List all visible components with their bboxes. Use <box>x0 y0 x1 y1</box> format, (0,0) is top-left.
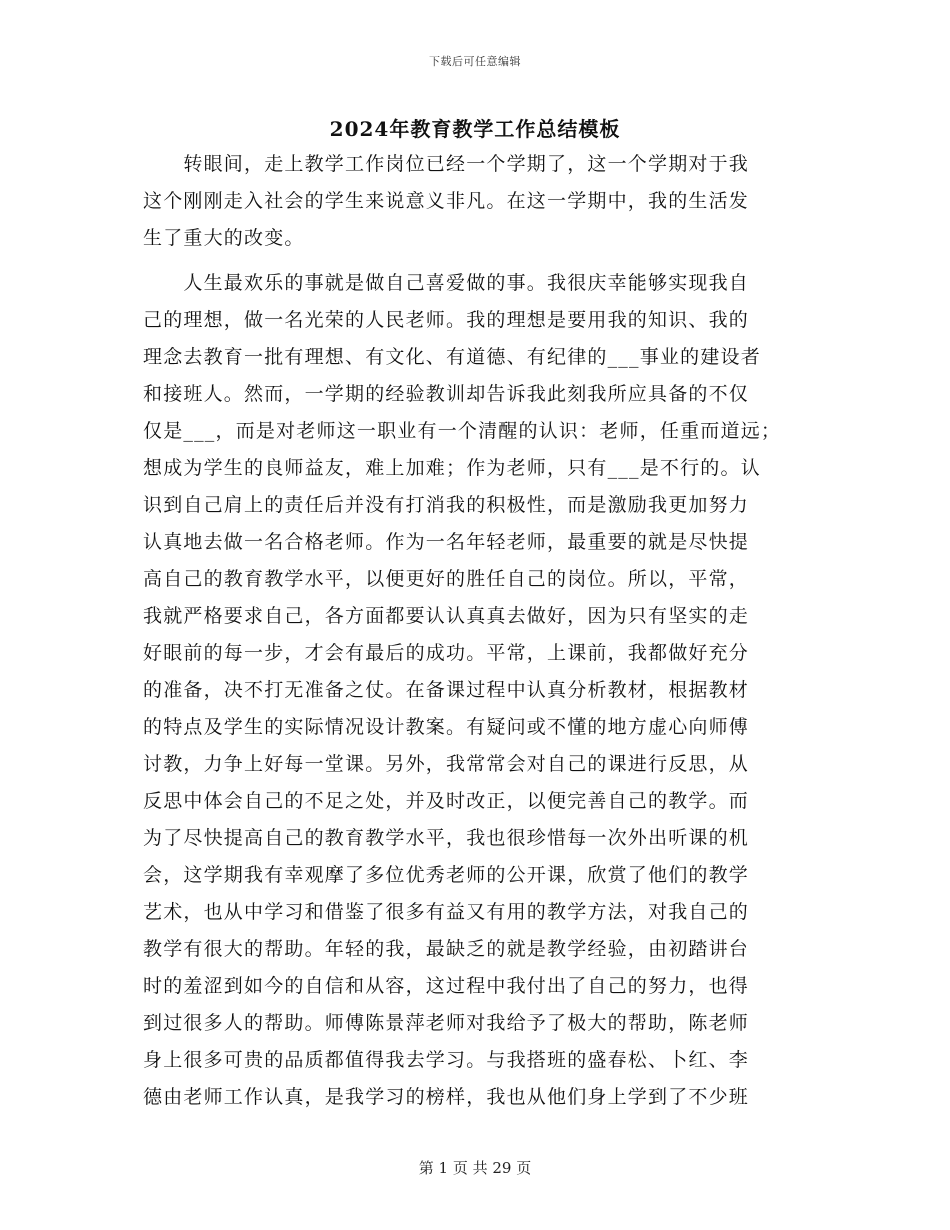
paragraph <box>143 146 825 257</box>
text-line: 想成为学生的良师益友，难上加难；作为老师，只有___是不行的。认 <box>143 457 761 479</box>
document-body <box>143 146 825 1116</box>
text-line: 会，这学期我有幸观摩了多位优秀老师的公开课，欣赏了他们的教学 <box>143 864 750 886</box>
text-line: 反思中体会自己的不足之处，并及时改正，以便完善自己的教学。而 <box>143 790 750 812</box>
text-line: 身上很多可贵的品质都值得我去学习。与我搭班的盛春松、卜红、李 <box>143 1049 750 1071</box>
text-line: 己的理想，做一名光荣的人民老师。我的理想是要用我的知识、我的 <box>143 309 750 331</box>
text-line: 时的羞涩到如今的自信和从容，这过程中我付出了自己的努力，也得 <box>143 975 750 997</box>
text-line: 理念去教育一批有理想、有文化、有道德、有纪律的___事业的建设者 <box>143 346 761 368</box>
text-line: 识到自己肩上的责任后并没有打消我的积极性，而是激励我更加努力 <box>143 494 750 516</box>
text-line: 到过很多人的帮助。师傅陈景萍老师对我给予了极大的帮助，陈老师 <box>143 1012 750 1034</box>
document-title: 2024年教育教学工作总结模板 <box>329 117 621 141</box>
text-line: 的特点及学生的实际情况设计教案。有疑问或不懂的地方虚心向师傅 <box>143 716 750 738</box>
paragraph-gap <box>143 257 825 265</box>
page-footer: 第 1 页 共 29 页 <box>418 1159 532 1177</box>
text-line: 这个刚刚走入社会的学生来说意义非凡。在这一学期中，我的生活发 <box>143 190 750 212</box>
text-line: 的准备，决不打无准备之仗。在备课过程中认真分析教材，根据教材 <box>143 679 750 701</box>
text-line: 我就严格要求自己，各方面都要认认真真去做好，因为只有坚实的走 <box>143 605 750 627</box>
text-line: 为了尽快提高自己的教育教学水平，我也很珍惜每一次外出听课的机 <box>143 827 750 849</box>
text-line: 教学有很大的帮助。年轻的我，最缺乏的就是教学经验，由初踏讲台 <box>143 938 750 960</box>
text-line: 高自己的教育教学水平，以便更好的胜任自己的岗位。所以，平常， <box>143 568 750 590</box>
header-note: 下载后可任意编辑 <box>429 55 521 68</box>
text-line: 转眼间，走上教学工作岗位已经一个学期了，这一个学期对于我 <box>143 153 750 175</box>
text-line: 仅是___，而是对老师这一职业有一个清醒的认识：老师，任重而道远； <box>143 420 782 442</box>
text-line: 好眼前的每一步，才会有最后的成功。平常，上课前，我都做好充分 <box>143 642 750 664</box>
text-line: 人生最欢乐的事就是做自己喜爱做的事。我很庆幸能够实现我自 <box>143 272 750 294</box>
text-line: 艺术，也从中学习和借鉴了很多有益又有用的教学方法，对我自己的 <box>143 901 750 923</box>
paragraph <box>143 265 825 1116</box>
text-line: 和接班人。然而，一学期的经验教训却告诉我此刻我所应具备的不仅 <box>143 383 750 405</box>
text-line: 德由老师工作认真，是我学习的榜样，我也从他们身上学到了不少班 <box>143 1086 750 1108</box>
text-line: 认真地去做一名合格老师。作为一名年轻老师，最重要的就是尽快提 <box>143 531 750 553</box>
text-line: 讨教，力争上好每一堂课。另外，我常常会对自己的课进行反思，从 <box>143 753 750 775</box>
text-line: 生了重大的改变。 <box>143 227 305 249</box>
